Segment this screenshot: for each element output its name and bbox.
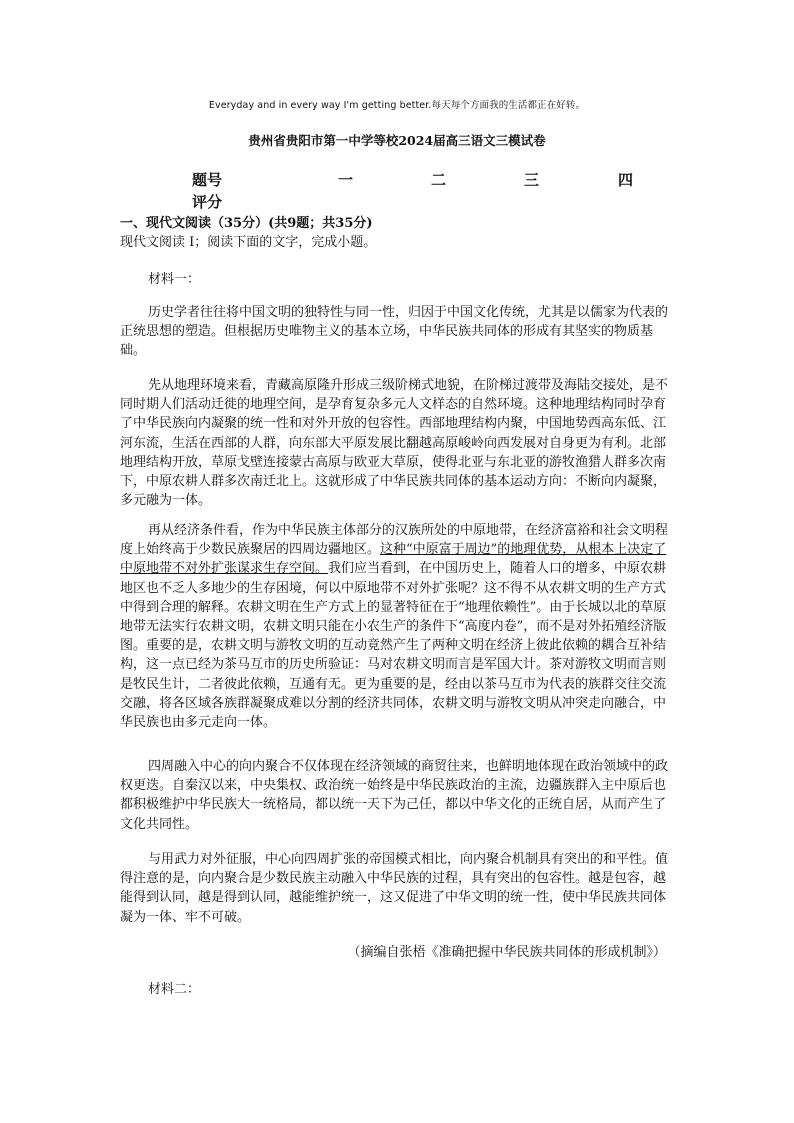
material-two-label: 材料二： (148, 982, 201, 997)
motto-header: Everyday and in every way I'm getting better.每天每个方面我的生活都正在好转。 (208, 100, 586, 111)
paragraph-3 (120, 521, 668, 732)
material-one-label: 材料一： (148, 272, 201, 287)
source-citation: （摘编自张梧《准确把握中华民族共同体的形成机制》） (347, 945, 666, 960)
score-header-label: 题号 (192, 171, 223, 189)
paragraph-3-part-a: 再从经济条件看，作为中华民族主体部分的汉族所处的中原地带，在经济富裕和社会文明程度上始终高于少数民族聚居的四周边疆地区。 (120, 523, 669, 558)
section-heading: 一、现代文阅读（35分）(共9题；共35分) (120, 216, 373, 231)
paragraph-2: 先从地理环境来看，青藏高原隆升形成三级阶梯式地貌，在阶梯过渡带及海陆交接处，是不同时期人们活动迁徙的地理空间，是孕育复杂多元人文样态的自然环境。这种地理结构同时孕育了中华民族向内凝聚的统一性和对外开放的包容性。西部地理结构内聚，中国地势西高东低、江河东流，生活在西部的人群，向东部大平原发展比翻越高原峻岭向西发展对自身更为有利。北部地理结构开放，草原戈壁连接蒙古高原与欧亚大草原，使得北亚与东北亚的游牧渔猎人群多次南下，中原农耕人群多次南迁北上。这就形成了中华民族共同体的基本运动方向：不断向内凝聚，多元融为一体。 (120, 378, 669, 509)
score-header-2: 二 (431, 171, 447, 189)
paragraph-3-underlined: 这种“中原富于周边”的地理优势，从根本上决定了中原地带不对外扩张谋求生存空间。 (120, 542, 667, 577)
paragraph-1: 历史学者往往将中国文明的独特性与同一性，归因于中国文化传统，尤其是以儒家为代表的正统思想的塑造。但根据历史唯物主义的基本立场，中华民族共同体的形成有其坚实的物质基础。 (120, 305, 669, 359)
score-row-label: 评分 (192, 193, 223, 211)
reading-instruction: 现代文阅读 I；阅读下面的文字，完成小题。 (120, 235, 377, 250)
score-header-3: 三 (524, 171, 540, 189)
score-header-4: 四 (618, 171, 634, 189)
exam-title: 贵州省贵阳市第一中学等校2024届高三语文三模试卷 (248, 133, 546, 148)
paragraph-4: 四周融入中心的向内聚合不仅体现在经济领域的商贸往来，也鲜明地体现在政治领域中的政权更迭。自秦汉以来，中央集权、政治统一始终是中华民族政治的主流，边疆族群入主中原后也都积极维护中华民族大一统格局，都以统一天下为己任，都以中华文化的正统自居，从而产生了文化共同性。 (120, 759, 669, 832)
score-header-1: 一 (338, 171, 354, 189)
paragraph-3-part-b: 我们应当看到，在中国历史上，随着人口的增多，中原农耕地区也不乏人多地少的生存困境，何以中原地带不对外扩张呢？这不得不从农耕文明的生产方式中得到合理的解释。农耕文明在生产方式上的显著特征在于“地理依赖性”。由于长城以北的草原地带无法实行农耕文明，农耕文明只能在小农生产的条件下“高度内卷”，而不是对外拓殖经济版图。重要的是，农耕文明与游牧文明的互动竟然产生了两种文明在经济上彼此依赖的耦合互补结构，这一点已经为茶马互市的历史所验证：马对农耕文明而言是军国大计。茶对游牧文明而言则是牧民生计，二者彼此依赖，互通有无。更为重要的是，经由以茶马互市为代表的族群交往交流交融，将各区域各族群凝聚成难以分割的经济共同体，农耕文明与游牧文明从冲突走向融合，中华民族也由多元走向一体。 (120, 561, 667, 731)
paragraph-5: 与用武力对外征服，中心向四周扩张的帝国模式相比，向内聚合机制具有突出的和平性。值得注意的是，向内聚合是少数民族主动融入中华民族的过程，具有突出的包容性。越是包容，越能得到认同，越是得到认同，越能维护统一，这又促进了中华文明的统一性，使中华民族共同体凝为一体、牢不可破。 (120, 852, 669, 925)
